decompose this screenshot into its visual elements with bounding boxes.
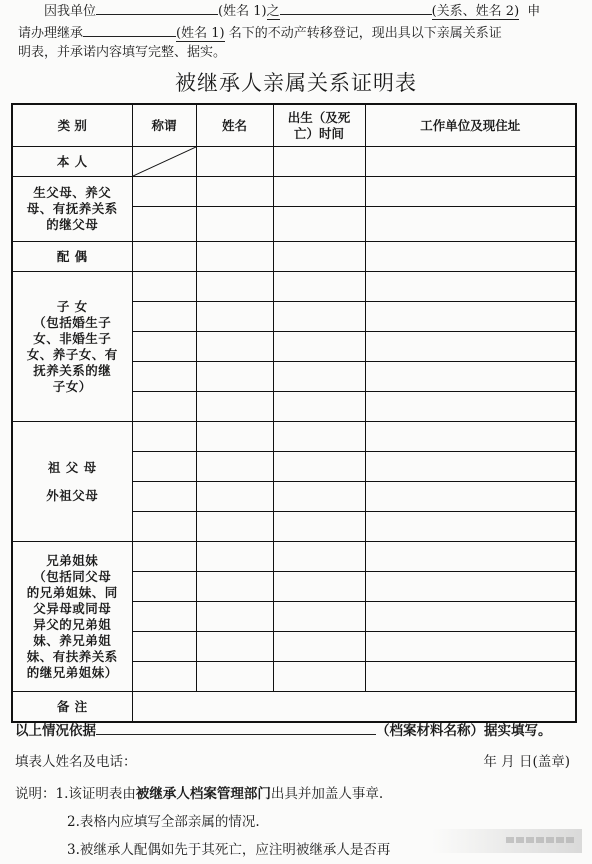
note-emphasis: 被继承人档案管理部门 (135, 786, 271, 802)
table-row (12, 272, 576, 302)
category-line: 父异母或同母 (33, 600, 112, 616)
cell-address[interactable] (365, 422, 576, 452)
cell-title[interactable] (132, 542, 196, 572)
date-stamp: 年 月 日(盖章) (483, 754, 570, 770)
cell-address[interactable] (365, 242, 576, 272)
intro-text: 申 (527, 4, 541, 19)
category-line: 妹、有扶养关系 (26, 648, 118, 664)
category-spouse: 配 偶 (12, 242, 132, 272)
cell-address[interactable] (365, 177, 576, 207)
intro-text: 请办理继承 (18, 25, 84, 41)
cell-name[interactable] (196, 632, 273, 662)
category-children (12, 272, 132, 422)
table-row-remarks (12, 692, 576, 723)
diagonal-line (133, 147, 196, 176)
intro-text: 之 (266, 4, 280, 19)
cell-address[interactable] (365, 302, 576, 332)
category-line: 母、有抚养关系 (26, 201, 118, 216)
category-line: 兄弟姐妹 (46, 552, 99, 568)
cell-title[interactable] (132, 632, 196, 662)
cell-title[interactable] (132, 452, 196, 482)
cell-name[interactable] (196, 572, 273, 602)
category-line: 抚养关系的继 (33, 362, 112, 378)
table-row (12, 422, 576, 452)
kinship-table (11, 103, 577, 723)
cell-address[interactable] (365, 392, 576, 422)
intro-text: (关系、姓名 2) (431, 4, 520, 19)
cell-title[interactable] (132, 482, 196, 512)
category-line: 外祖父母 (46, 487, 99, 503)
cell-birth[interactable] (273, 512, 365, 542)
table-row (12, 147, 576, 177)
intro-line-2 (18, 22, 578, 44)
category-siblings (12, 542, 132, 692)
table-header-row (12, 104, 576, 147)
note-text: 说明：1.该证明表由 (15, 786, 136, 802)
table-row (12, 177, 576, 207)
cell-title[interactable] (132, 602, 196, 632)
note-1 (15, 780, 390, 808)
cell-address[interactable] (365, 542, 576, 572)
category-line: 子女） (52, 378, 92, 394)
note-text: 出具并加盖人事章. (270, 786, 384, 802)
category-line: 子 女 (56, 298, 88, 314)
cell-birth[interactable] (273, 332, 365, 362)
cell-name[interactable] (196, 302, 273, 332)
cell-name[interactable] (196, 392, 273, 422)
page-title: 被继承人亲属关系证明表 (175, 71, 417, 95)
cell-name[interactable] (196, 242, 273, 272)
cell-title[interactable] (132, 207, 196, 242)
cell-name[interactable] (196, 422, 273, 452)
cell-birth[interactable] (273, 602, 365, 632)
cell-name[interactable] (196, 482, 273, 512)
header-birth-l2: 亡）时间 (293, 125, 344, 141)
cell-name[interactable] (196, 362, 273, 392)
note-3: 3.被继承人配偶如先于其死亡，应注明被继承人是否再 (67, 842, 391, 858)
cell-title[interactable] (132, 272, 196, 302)
filler-label: 填表人姓名及电话： (15, 754, 137, 770)
cell-title[interactable] (132, 392, 196, 422)
cell-birth[interactable] (273, 572, 365, 602)
watermark (432, 829, 582, 853)
cell-birth[interactable] (273, 662, 365, 692)
category-line: 异父的兄弟姐 (33, 616, 112, 632)
category-line: 的继父母 (46, 217, 99, 232)
cell-name[interactable] (196, 207, 273, 242)
cell-name[interactable] (196, 272, 273, 302)
cell-name[interactable] (196, 602, 273, 632)
cell-address[interactable] (365, 452, 576, 482)
name1-blank-2[interactable] (83, 22, 176, 37)
header-birth-death (273, 104, 365, 147)
cell-title[interactable] (132, 242, 196, 272)
category-remarks: 备 注 (12, 692, 132, 723)
header-name: 姓名 (196, 104, 273, 147)
cell-address[interactable] (365, 512, 576, 542)
cell-birth[interactable] (273, 242, 365, 272)
cell-address[interactable] (365, 362, 576, 392)
intro-text: (姓名 1) (218, 4, 267, 19)
basis-prefix: 以上情况依据 (15, 723, 96, 739)
cell-address[interactable] (365, 332, 576, 362)
cell-birth[interactable] (273, 362, 365, 392)
cell-name[interactable] (196, 512, 273, 542)
header-work-address: 工作单位及现住址 (365, 104, 576, 147)
cell-address[interactable] (365, 572, 576, 602)
watermark-mark (506, 837, 576, 843)
cell-name[interactable] (196, 542, 273, 572)
cell-birth[interactable] (273, 422, 365, 452)
intro-text: (姓名 1) (176, 25, 225, 41)
cell-birth[interactable] (273, 632, 365, 662)
header-category: 类 别 (12, 104, 132, 147)
category-self: 本 人 (12, 147, 132, 177)
cell-title[interactable] (132, 362, 196, 392)
notes-section (15, 780, 390, 864)
cell-address[interactable] (365, 272, 576, 302)
cell-birth[interactable] (273, 207, 365, 242)
basis-suffix: （档案材料名称）据实填写。 (376, 723, 552, 739)
intro-paragraph (18, 0, 578, 63)
category-line: 女、非婚生子 (33, 330, 112, 346)
remarks-cell[interactable] (132, 692, 576, 723)
cell-birth[interactable] (273, 147, 365, 177)
cell-address[interactable] (365, 207, 576, 242)
category-line: 的继兄弟姐妹） (26, 664, 118, 680)
category-grandparents (12, 422, 132, 542)
cell-name[interactable] (196, 332, 273, 362)
table-row (12, 542, 576, 572)
intro-text: 明表，并承诺内容填写完整、据实。 (18, 45, 227, 60)
intro-line-1 (18, 0, 578, 22)
cell-birth[interactable] (273, 542, 365, 572)
intro-text: 名下的不动产转移登记，现出具以下亲属关系证 (228, 25, 502, 41)
archive-name-blank[interactable] (96, 720, 376, 735)
cell-title[interactable] (132, 572, 196, 602)
cell-address[interactable] (365, 662, 576, 692)
cell-birth[interactable] (273, 482, 365, 512)
category-line: （包括婚生子 (33, 314, 112, 330)
relation-blank[interactable] (280, 0, 432, 15)
header-title: 称谓 (132, 104, 196, 147)
name1-blank[interactable] (96, 0, 218, 15)
cell-name[interactable] (196, 177, 273, 207)
category-line: 妹、养兄弟姐 (33, 632, 112, 648)
table-row (12, 242, 576, 272)
filler-line (15, 750, 570, 770)
cell-name[interactable] (196, 662, 273, 692)
basis-line (15, 719, 580, 739)
cell-birth[interactable] (273, 177, 365, 207)
cell-birth[interactable] (273, 452, 365, 482)
cell-name[interactable] (196, 147, 273, 177)
cell-birth[interactable] (273, 302, 365, 332)
category-line: （包括同父母 (33, 568, 112, 584)
cell-title[interactable] (132, 662, 196, 692)
cell-address[interactable] (365, 147, 576, 177)
category-line: 生父母、养父 (33, 185, 112, 200)
category-line: 女、养子女、有 (26, 346, 118, 362)
header-birth-l1: 出生（及死 (287, 109, 351, 125)
cell-birth[interactable] (273, 392, 365, 422)
intro-line-3 (18, 43, 578, 63)
intro-text: 因我单位 (44, 4, 97, 19)
category-line: 祖 父 母 (47, 459, 97, 475)
cell-title[interactable] (132, 332, 196, 362)
cell-title[interactable] (132, 422, 196, 452)
cell-title[interactable] (132, 177, 196, 207)
note-2: 2.表格内应填写全部亲属的情况. (67, 814, 260, 830)
cell-birth[interactable] (273, 272, 365, 302)
cell-address[interactable] (365, 482, 576, 512)
cell-title[interactable] (132, 512, 196, 542)
category-line: 的兄弟姐妹、同 (26, 584, 118, 600)
cell-address[interactable] (365, 602, 576, 632)
cell-name[interactable] (196, 452, 273, 482)
cell-title[interactable] (132, 302, 196, 332)
category-parents (12, 177, 132, 242)
diagonal-cell (132, 147, 196, 177)
cell-address[interactable] (365, 632, 576, 662)
